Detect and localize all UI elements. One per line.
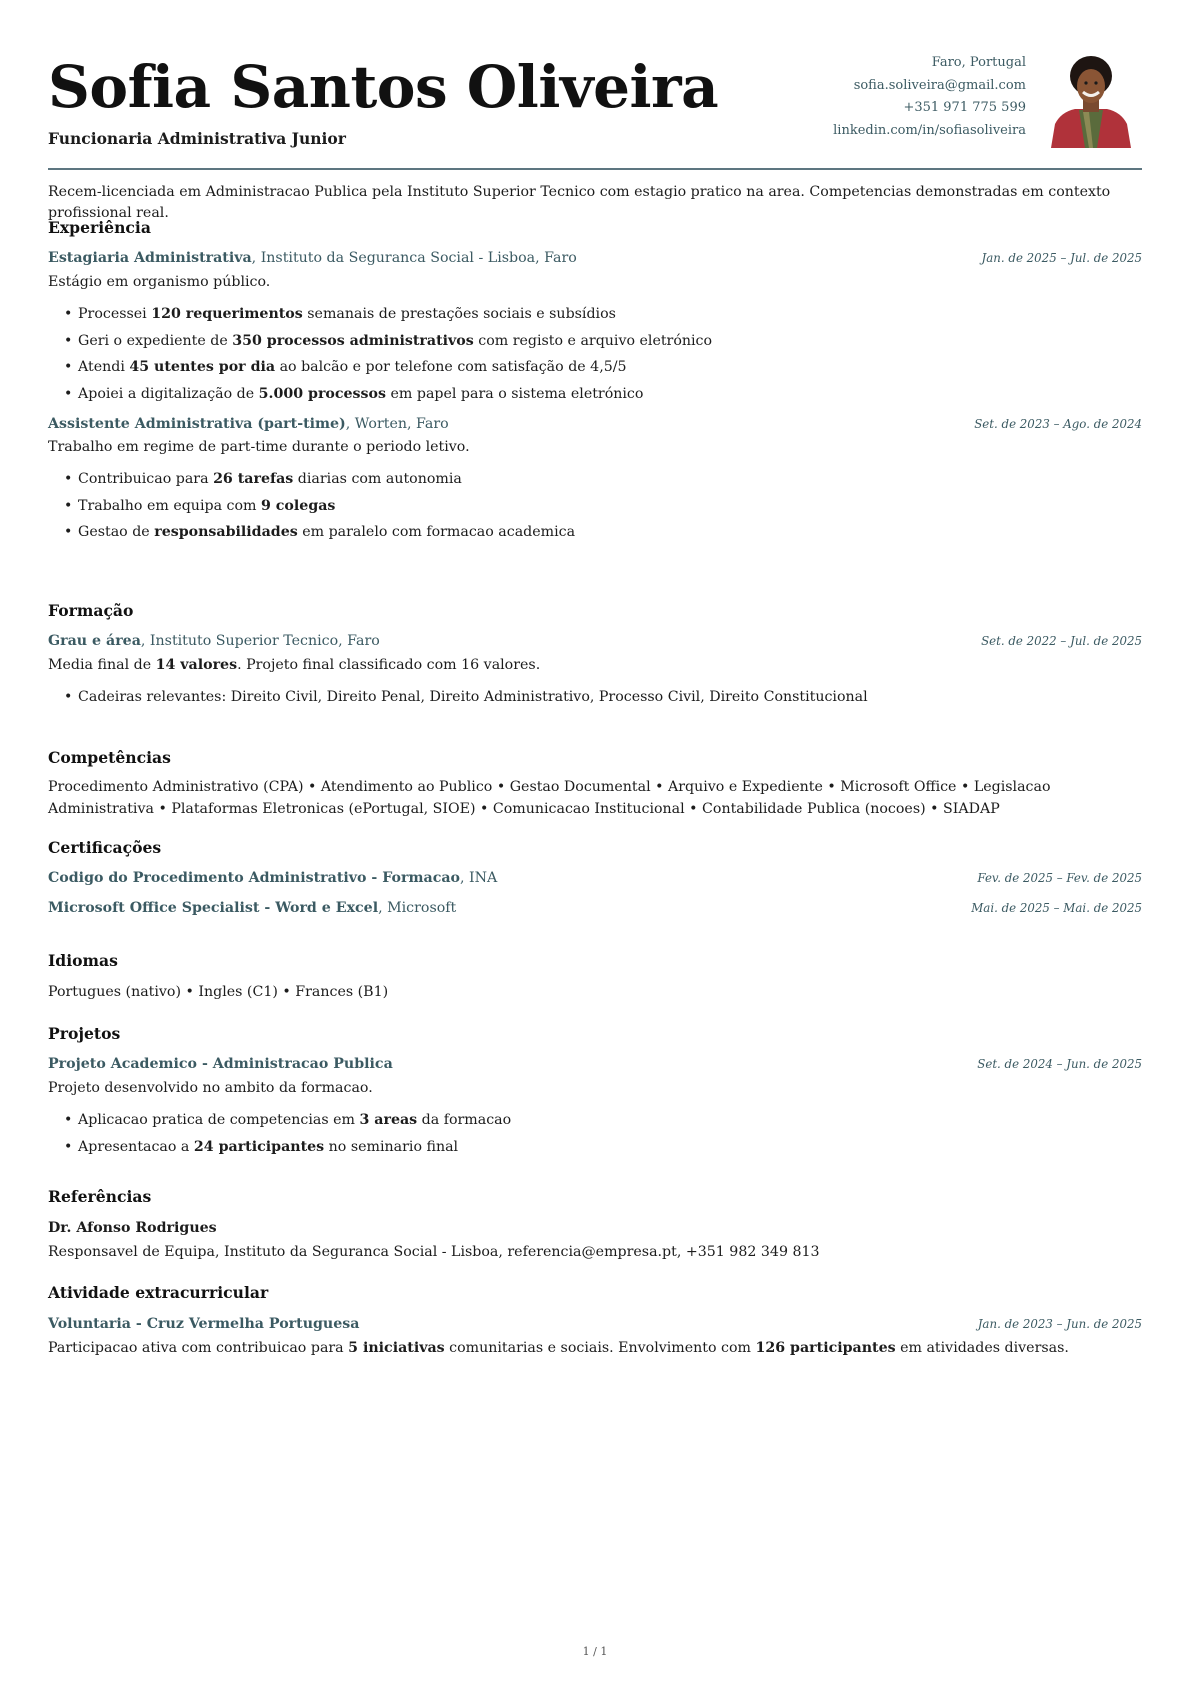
job-title: Funcionaria Administrativa Junior bbox=[48, 129, 346, 148]
education-bullets bbox=[48, 687, 1142, 714]
list-item: • Atendi 45 utentes por dia ao balcão e por telefone com satisfação de 4,5/5 bbox=[48, 357, 1142, 384]
section-title-extracurricular: Atividade extracurricular bbox=[48, 1283, 269, 1302]
certification-entry bbox=[48, 868, 1142, 888]
experience-entry-2-header bbox=[48, 414, 1142, 434]
certification-date: Mai. de 2025 – Mai. de 2025 bbox=[971, 901, 1142, 915]
certification-date: Fev. de 2025 – Fev. de 2025 bbox=[977, 871, 1142, 885]
education-entry-header bbox=[48, 631, 1142, 651]
contact-email[interactable]: sofia.soliveira@gmail.com bbox=[853, 77, 1026, 93]
experience-role: Estagiaria Administrativa bbox=[48, 250, 252, 266]
list-item: • Trabalho em equipa com 9 colegas bbox=[48, 496, 1142, 523]
certification-issuer: , INA bbox=[460, 870, 498, 886]
education-date: Set. de 2022 – Jul. de 2025 bbox=[981, 634, 1142, 648]
experience-description: Estágio em organismo público. bbox=[48, 274, 271, 290]
section-title-projects: Projetos bbox=[48, 1024, 121, 1043]
page-number: 1 / 1 bbox=[582, 1645, 608, 1658]
section-title-languages: Idiomas bbox=[48, 951, 118, 970]
list-item: • Processei 120 requerimentos semanais de prestações sociais e subsídios bbox=[48, 304, 1142, 331]
experience-date: Set. de 2023 – Ago. de 2024 bbox=[974, 417, 1142, 431]
education-degree: Grau e área bbox=[48, 633, 141, 649]
skills-list: Procedimento Administrativo (CPA) • Atendimento ao Publico • Gestao Documental • Arquivo e Expediente • Microsoft Office • Legislacao Administrativa • Plataformas Eletronicas (ePortugal, SIOE) • Comunicacao Institucional • Contabilidade Publica (nocoes) • SIADAP bbox=[48, 779, 1051, 817]
reference-name: Dr. Afonso Rodrigues bbox=[48, 1220, 217, 1236]
certification-issuer: , Microsoft bbox=[378, 900, 457, 916]
experience-org: , Instituto da Seguranca Social - Lisboa, Faro bbox=[251, 250, 577, 266]
project-description: Projeto desenvolvido no ambito da formacao. bbox=[48, 1080, 373, 1096]
list-item: • Apoiei a digitalização de 5.000 processos em papel para o sistema eletrónico bbox=[48, 384, 1142, 411]
experience-role: Assistente Administrativa (part-time) bbox=[48, 416, 346, 432]
contact-linkedin[interactable]: linkedin.com/in/sofiasoliveira bbox=[833, 122, 1026, 138]
project-bullets bbox=[48, 1110, 1142, 1163]
profile-photo bbox=[1045, 54, 1137, 148]
education-org: , Instituto Superior Tecnico, Faro bbox=[140, 633, 380, 649]
list-item: • Geri o expediente de 350 processos administrativos com registo e arquivo eletrónico bbox=[48, 331, 1142, 358]
project-name: Projeto Academico - Administracao Publica bbox=[48, 1056, 393, 1072]
extracurricular-entry-header bbox=[48, 1314, 1142, 1334]
experience-entry-1-header bbox=[48, 248, 1142, 268]
section-title-skills: Competências bbox=[48, 748, 171, 767]
section-title-experience: Experiência bbox=[48, 218, 151, 237]
contact-block bbox=[833, 52, 1026, 142]
section-title-certifications: Certificações bbox=[48, 838, 162, 857]
education-description: Media final de 14 valores. Projeto final classificado com 16 valores. bbox=[48, 657, 541, 673]
languages-list: Portugues (nativo) • Ingles (C1) • Frances (B1) bbox=[48, 984, 389, 1000]
certification-name: Microsoft Office Specialist - Word e Excel bbox=[48, 900, 379, 916]
contact-location: Faro, Portugal bbox=[931, 55, 1026, 70]
contact-phone: +351 971 775 599 bbox=[903, 100, 1026, 115]
section-title-education: Formação bbox=[48, 601, 134, 620]
experience-org: , Worten, Faro bbox=[345, 416, 449, 432]
section-title-references: Referências bbox=[48, 1187, 152, 1206]
list-item: • Apresentacao a 24 participantes no seminario final bbox=[48, 1137, 1142, 1164]
header-divider bbox=[48, 168, 1142, 170]
list-item: • Aplicacao pratica de competencias em 3 areas da formacao bbox=[48, 1110, 1142, 1137]
list-item: • Contribuicao para 26 tarefas diarias com autonomia bbox=[48, 469, 1142, 496]
experience-date: Jan. de 2025 – Jul. de 2025 bbox=[981, 251, 1142, 265]
extracurricular-description: Participacao ativa com contribuicao para 5 iniciativas comunitarias e sociais. Envolvimento com 126 participantes em atividades diversas. bbox=[48, 1340, 1069, 1356]
extracurricular-date: Jan. de 2023 – Jun. de 2025 bbox=[977, 1317, 1142, 1331]
list-item: • Gestao de responsabilidades em paralelo com formacao academica bbox=[48, 522, 1142, 549]
extracurricular-name: Voluntaria - Cruz Vermelha Portuguesa bbox=[48, 1316, 360, 1332]
professional-summary: Recem-licenciada em Administracao Publica pela Instituto Superior Tecnico com estagio pratico na area. Competencias demonstradas em contexto profissional real. bbox=[48, 184, 1111, 221]
list-item: • Cadeiras relevantes: Direito Civil, Direito Penal, Direito Administrativo, Processo Civil, Direito Constitucional bbox=[48, 687, 1142, 714]
project-entry-header bbox=[48, 1054, 1142, 1074]
resume-header bbox=[48, 52, 1142, 170]
experience-bullets bbox=[48, 304, 1142, 410]
candidate-name: Sofia Santos Oliveira bbox=[48, 53, 719, 121]
experience-description: Trabalho em regime de part-time durante o periodo letivo. bbox=[48, 439, 470, 455]
certification-name: Codigo do Procedimento Administrativo - Formacao bbox=[48, 870, 460, 886]
project-date: Set. de 2024 – Jun. de 2025 bbox=[977, 1057, 1142, 1071]
experience-bullets bbox=[48, 469, 1142, 549]
certification-entry bbox=[48, 898, 1142, 918]
reference-details: Responsavel de Equipa, Instituto da Seguranca Social - Lisboa, referencia@empresa.pt, +351 982 349 813 bbox=[48, 1244, 820, 1260]
